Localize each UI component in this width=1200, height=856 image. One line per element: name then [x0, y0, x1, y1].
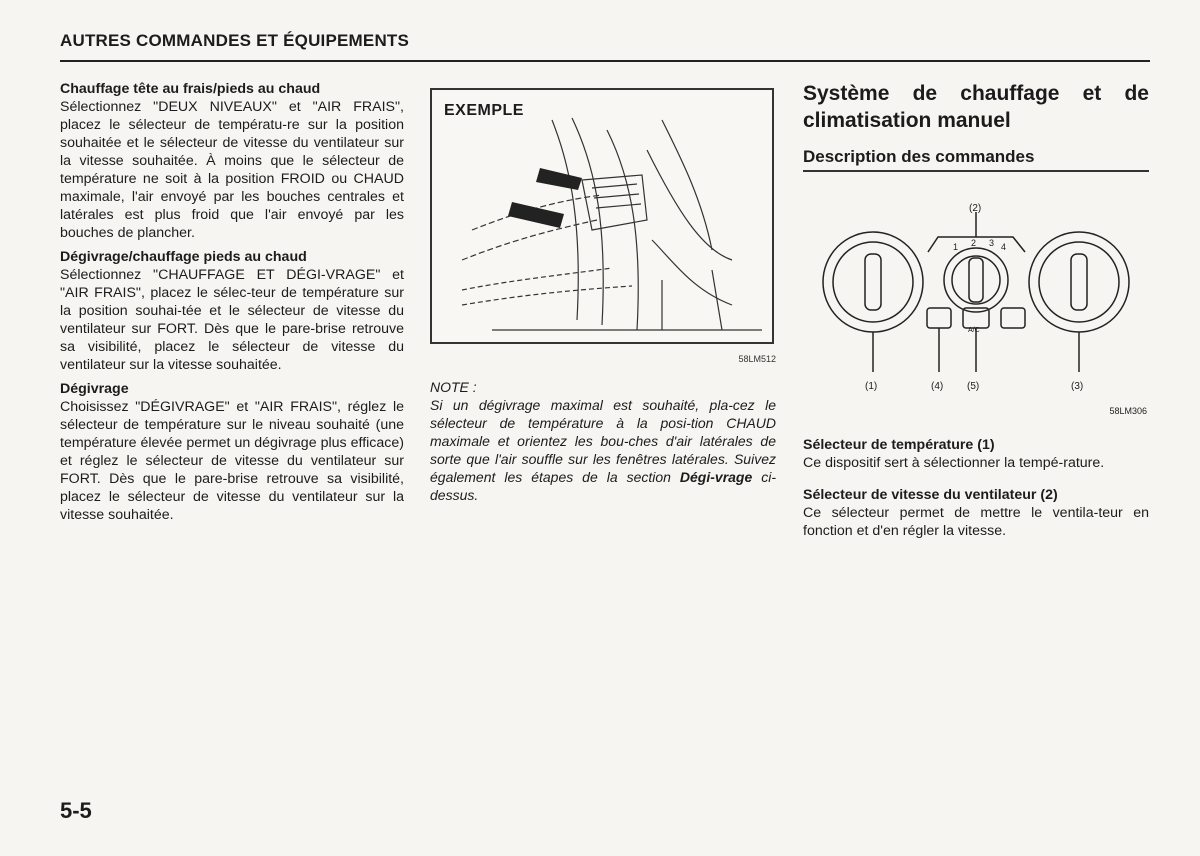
- svg-text:1: 1: [953, 241, 959, 252]
- section-title: Dégivrage: [60, 381, 129, 397]
- section-temperature-selector: [803, 436, 1149, 472]
- section-body: Choisissez "DÉGIVRAGE" et "AIR FRAIS", réglez le sélecteur de température sur le niveau souhaité (une température élevée permet un dégivrage plus efficace) et réglez le sélecteur de vitesse du ventilateur sur FORT. Dès que le pare-brise retrouve sa visibilité, placez le sélecteur de vitesse du ventilateur sur la vitesse souhaitée.: [60, 399, 404, 523]
- left-column: [60, 80, 404, 530]
- section-heading: Système de chauffage et de climatisation manuel: [803, 82, 1149, 132]
- control-panel-figure: [803, 172, 1149, 422]
- section-defrost-heat: [60, 248, 404, 374]
- section-body: Sélectionnez "DEUX NIVEAUX" et "AIR FRAIS", placez le sélecteur de températu-re sur la position souhaitée et le sélecteur de vitesse du ventilateur sur la vitesse souhaitée. À moins que le sélecteur de température ne soit à la position FROID ou CHAUD maximale, l'air envoyé par les bouches centrales et latérales est plus froid que l'air envoyé par les bouches de plancher.: [60, 99, 404, 241]
- section-body: Sélectionnez "CHAUFFAGE ET DÉGI-VRAGE" et "AIR FRAIS", placez le sélec-teur de température sur la position souhai-tée et le sélecteur de vitesse du ventilateur sur FORT. Dès que le pare-brise retrouve sa visibilité, placez le sélecteur de vitesse du ventilateur sur la vitesse souhaitée.: [60, 267, 404, 373]
- section-title: Sélecteur de température (1): [803, 436, 995, 453]
- svg-text:2: 2: [971, 237, 977, 248]
- header-rule: [60, 60, 1150, 62]
- callout-3: (3): [1071, 380, 1084, 392]
- section-fan-speed-selector: [803, 486, 1149, 540]
- callout-4: (4): [931, 380, 944, 392]
- note: [430, 378, 776, 504]
- section-defrost: [60, 380, 404, 524]
- callout-1: (1): [865, 380, 878, 392]
- section-title: Chauffage tête au frais/pieds au chaud: [60, 81, 321, 97]
- right-column: [803, 80, 1149, 540]
- subsection-heading: Description des commandes: [803, 147, 1035, 166]
- callout-2: (2): [969, 202, 982, 214]
- page-header: AUTRES COMMANDES ET ÉQUIPEMENTS: [60, 31, 410, 50]
- section-title: Dégivrage/chauffage pieds au chaud: [60, 249, 307, 265]
- page-number: 5-5: [60, 798, 92, 823]
- callout-5: (5): [967, 380, 980, 392]
- note-bold-ref: Dégi-vrage: [679, 469, 753, 485]
- middle-column: [430, 88, 776, 504]
- dashboard-vent-illustration: [432, 90, 772, 342]
- example-figure: [430, 88, 774, 344]
- svg-text:4: 4: [1001, 241, 1007, 252]
- note-label: NOTE :: [430, 379, 477, 395]
- section-title: Sélecteur de vitesse du ventilateur (2): [803, 486, 1058, 503]
- note-tail: ci-dessus.: [430, 469, 777, 503]
- figure-code: 58LM306: [1109, 405, 1147, 416]
- figure-code: 58LM512: [738, 354, 776, 364]
- section-body: Ce dispositif sert à sélectionner la tempé-rature.: [803, 454, 1105, 471]
- note-body: Si un dégivrage maximal est souhaité, pla-cez le sélecteur de température à la posi-tion CHAUD maximale et orientez les bou-ches d'air latérales de sorte que l'air souffle sur les fenêtres latérales. Suivez également les étapes de la section: [430, 397, 776, 485]
- svg-text:3: 3: [989, 237, 995, 248]
- section-head-cool-feet-warm: [60, 80, 404, 242]
- figure-label: EXEMPLE: [444, 102, 524, 119]
- section-body: Ce sélecteur permet de mettre le ventila-teur en fonction et d'en régler la vitesse.: [803, 504, 1149, 539]
- ac-label: A/C: [968, 326, 980, 334]
